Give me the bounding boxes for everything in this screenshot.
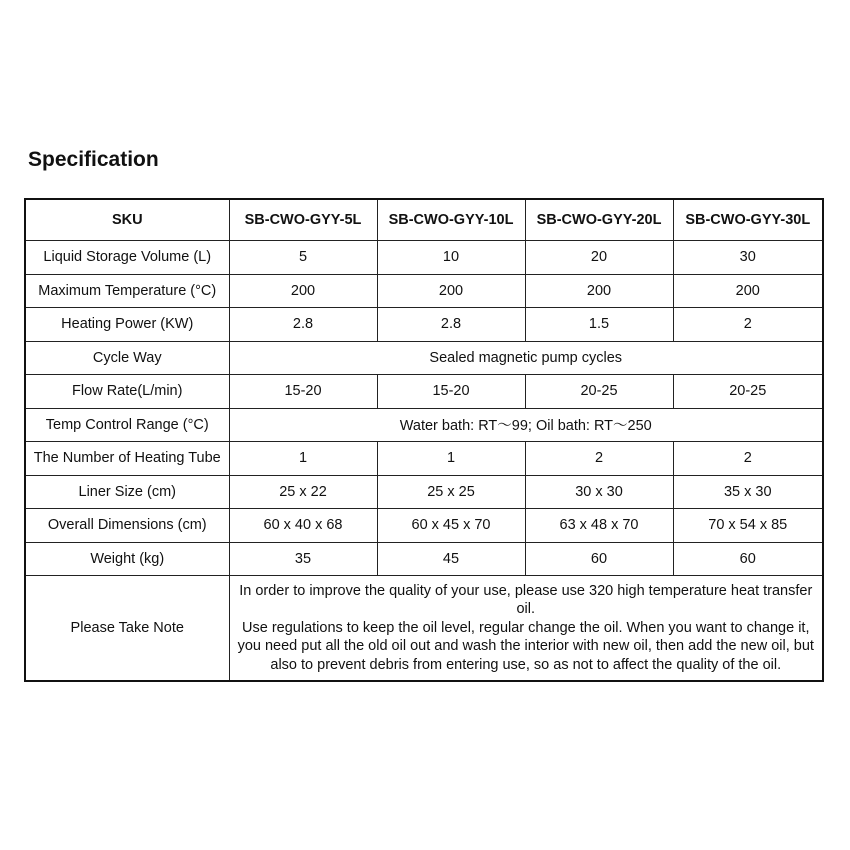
table-cell: 200 xyxy=(525,274,673,308)
header-cell-5l: SB-CWO-GYY-5L xyxy=(229,199,377,241)
header-cell-30l: SB-CWO-GYY-30L xyxy=(673,199,823,241)
specification-table xyxy=(24,198,824,682)
table-cell: 25 x 25 xyxy=(377,475,525,509)
table-cell: 15-20 xyxy=(377,375,525,409)
table-cell: 2.8 xyxy=(229,308,377,342)
table-row xyxy=(25,341,823,375)
table-row xyxy=(25,475,823,509)
note-paragraph: In order to improve the quality of your use, please use 320 high temperature heat transfer oil. xyxy=(239,582,813,618)
table-cell: 60 x 40 x 68 xyxy=(229,509,377,543)
table-cell: 60 xyxy=(525,542,673,576)
table-cell: 200 xyxy=(377,274,525,308)
table-row xyxy=(25,375,823,409)
row-label: Temp Control Range (°C) xyxy=(25,408,229,442)
table-cell: 60 x 45 x 70 xyxy=(377,509,525,543)
table-row xyxy=(25,509,823,543)
table-cell: 1.5 xyxy=(525,308,673,342)
row-label: The Number of Heating Tube xyxy=(25,442,229,476)
table-cell: 200 xyxy=(229,274,377,308)
table-cell: 1 xyxy=(229,442,377,476)
table-cell: 63 x 48 x 70 xyxy=(525,509,673,543)
table-cell: 20-25 xyxy=(673,375,823,409)
table-row xyxy=(25,408,823,442)
table-row xyxy=(25,274,823,308)
note-paragraph: Use regulations to keep the oil level, regular change the oil. When you want to change it, you need put all the old oil out and wash the interior with new oil, then add the new oil, but also to prevent debris from entering use, so as not to affect the quality of the oil. xyxy=(237,619,814,673)
table-row xyxy=(25,241,823,275)
table-cell: 15-20 xyxy=(229,375,377,409)
table-cell: 200 xyxy=(673,274,823,308)
merged-cell: Sealed magnetic pump cycles xyxy=(229,341,823,375)
table-cell: 1 xyxy=(377,442,525,476)
table-cell: 2 xyxy=(673,442,823,476)
row-label: Maximum Temperature (°C) xyxy=(25,274,229,308)
merged-cell: Water bath: RT～99; Oil bath: RT～250 xyxy=(229,408,823,442)
table-cell: 35 xyxy=(229,542,377,576)
table-cell: 5 xyxy=(229,241,377,275)
note-row xyxy=(25,576,823,682)
table-row xyxy=(25,308,823,342)
table-cell: 60 xyxy=(673,542,823,576)
table-cell: 10 xyxy=(377,241,525,275)
table-cell: 30 xyxy=(673,241,823,275)
table-header-row xyxy=(25,199,823,241)
header-cell-sku: SKU xyxy=(25,199,229,241)
table-cell: 70 x 54 x 85 xyxy=(673,509,823,543)
table-row xyxy=(25,542,823,576)
table-cell: 20-25 xyxy=(525,375,673,409)
row-label: Liner Size (cm) xyxy=(25,475,229,509)
table-cell: 2 xyxy=(525,442,673,476)
table-cell: 2.8 xyxy=(377,308,525,342)
table-cell: 45 xyxy=(377,542,525,576)
row-label: Heating Power (KW) xyxy=(25,308,229,342)
row-label: Liquid Storage Volume (L) xyxy=(25,241,229,275)
row-label: Overall Dimensions (cm) xyxy=(25,509,229,543)
header-cell-10l: SB-CWO-GYY-10L xyxy=(377,199,525,241)
table-cell: 25 x 22 xyxy=(229,475,377,509)
note-label: Please Take Note xyxy=(25,576,229,682)
row-label: Flow Rate(L/min) xyxy=(25,375,229,409)
header-cell-20l: SB-CWO-GYY-20L xyxy=(525,199,673,241)
table-cell: 2 xyxy=(673,308,823,342)
row-label: Weight (kg) xyxy=(25,542,229,576)
row-label: Cycle Way xyxy=(25,341,229,375)
table-row xyxy=(25,442,823,476)
table-cell: 20 xyxy=(525,241,673,275)
note-text xyxy=(229,576,823,682)
table-cell: 30 x 30 xyxy=(525,475,673,509)
page-title: Specification xyxy=(28,148,159,171)
table-cell: 35 x 30 xyxy=(673,475,823,509)
